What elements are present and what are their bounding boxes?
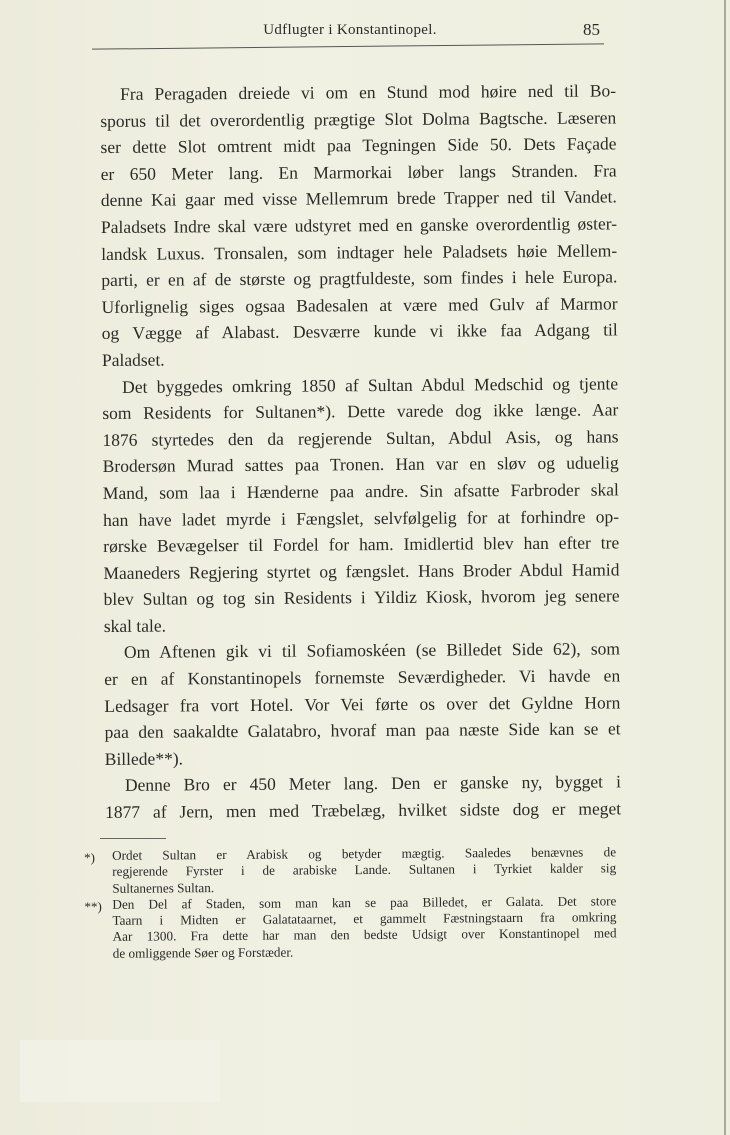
text-line: 1876 styrtedes den da regjerende Sultan, Abdul Asis, og hans — [102, 426, 619, 450]
footnote — [84, 893, 616, 962]
text-line: landsk Luxus. Tronsalen, som indtager hele Paladsets høie Mellem- — [101, 239, 618, 264]
text-line: han have ladet myrde i Fængslet, selvfølgelig for at forhindre op- — [102, 505, 620, 530]
footnote — [84, 844, 616, 897]
footnote-text — [112, 893, 616, 962]
footnote-rule — [100, 838, 166, 839]
page-number: 85 — [583, 20, 600, 39]
text-line: blev Sultan og tog sin Residents i Yildiz Kiosk, hvorom jeg senere — [103, 585, 620, 610]
footnote-line: de omliggende Søer og Forstæder. — [112, 944, 294, 961]
footnote-line: Taarn i Midten er Galatataarnet, et gammelt Fæstningstaarn fra omkring — [112, 909, 617, 928]
text-line: 1877 af Jern, men med Træbelæg, hvilket sidste dog er meget — [105, 798, 622, 823]
text-line: skal tale. — [103, 615, 167, 636]
scan-artifact — [20, 1040, 220, 1102]
text-line: Uforlignelig siges ogsaa Badesalen at være med Gulv af Marmor — [101, 293, 618, 317]
text-line: Mand, som laa i Hænderne paa andre. Sin afsatte Farbroder skal — [102, 479, 619, 503]
text-line: er 650 Meter lang. En Marmorkai løber langs Stranden. Fra — [100, 160, 617, 184]
footnote-text — [112, 844, 616, 896]
text-line: parti, er en af de største og pragtfuldeste, som findes i hele Europa. — [101, 266, 618, 291]
text-line: denne Kai gaar med visse Mellemrum brede Trapper ned til Vandet. — [100, 186, 617, 211]
text-line: og Vægge af Alabast. Desværre kunde vi ikke faa Adgang til — [101, 319, 618, 344]
footnote-mark: **) — [84, 898, 102, 914]
footnote-line: Sultanernes Sultan. — [112, 879, 215, 896]
text-line: som Residents for Sultanen*). Dette varede dog ikke længe. Aar — [102, 399, 619, 424]
footnote-line: Aar 1300. Fra dette har man den bedste Udsigt over Konstantinopel med — [112, 925, 617, 945]
text-line: ser dette Slot omtrent midt paa Tegningen Side 50. Dets Façade — [100, 133, 617, 158]
page-header — [100, 20, 600, 42]
text-line: Brodersøn Murad sattes paa Tronen. Han var en sløv og uduelig — [102, 452, 619, 477]
text-line: sporus til det overordentlig prægtige Slot Dolma Bagtsche. Læseren — [100, 106, 617, 131]
text-line: Billede**). — [104, 748, 184, 769]
footnote-mark: *) — [84, 849, 95, 865]
text-line: Denne Bro er 450 Meter lang. Den er ganske ny, bygget i — [124, 771, 621, 796]
page-edge — [724, 0, 726, 1135]
text-line: Paladset. — [101, 349, 165, 370]
body-text — [100, 77, 621, 825]
footnote-line: Den Del af Staden, som man kan se paa Billedet, er Galata. Det store — [112, 893, 617, 912]
text-line: Fra Peragaden dreiede vi om en Stund mod høire ned til Bo- — [120, 80, 617, 104]
text-line: Det byggedes omkring 1850 af Sultan Abdul Medschid og tjente — [122, 372, 619, 397]
text-line: Om Aftenen gik vi til Sofiamoskéen (se Billedet Side 62), som — [123, 638, 621, 663]
running-title: Udflugter i Konstantinopel. — [263, 22, 437, 38]
footnote-line: regjerende Fyrster i de arabiske Lande. Sultanen i Tyrkiet kalder sig — [112, 860, 617, 880]
text-line: er en af Konstantinopels fornemste Seværdigheder. Vi havde en — [104, 665, 621, 690]
text-line: Paladsets Indre skal være udstyret med en ganske overordentlig øster- — [100, 213, 618, 237]
footnote-line: Ordet Sultan er Arabisk og betyder mægtig. Saaledes benævnes de — [111, 844, 617, 863]
footnotes — [84, 844, 617, 962]
header-rule — [92, 43, 604, 49]
text-line: paa den saakaldte Galatabro, hvoraf man paa næste Side kan se et — [104, 718, 621, 743]
text-line: Ledsager fra vort Hotel. Vor Vei førte os over det Gyldne Horn — [104, 692, 621, 716]
text-line: Maaneders Regjering styrtet og fængslet. Hans Broder Abdul Hamid — [103, 559, 620, 583]
text-line: rørske Bevægelser til Fordel for ham. Imidlertid blev han efter tre — [103, 532, 620, 557]
